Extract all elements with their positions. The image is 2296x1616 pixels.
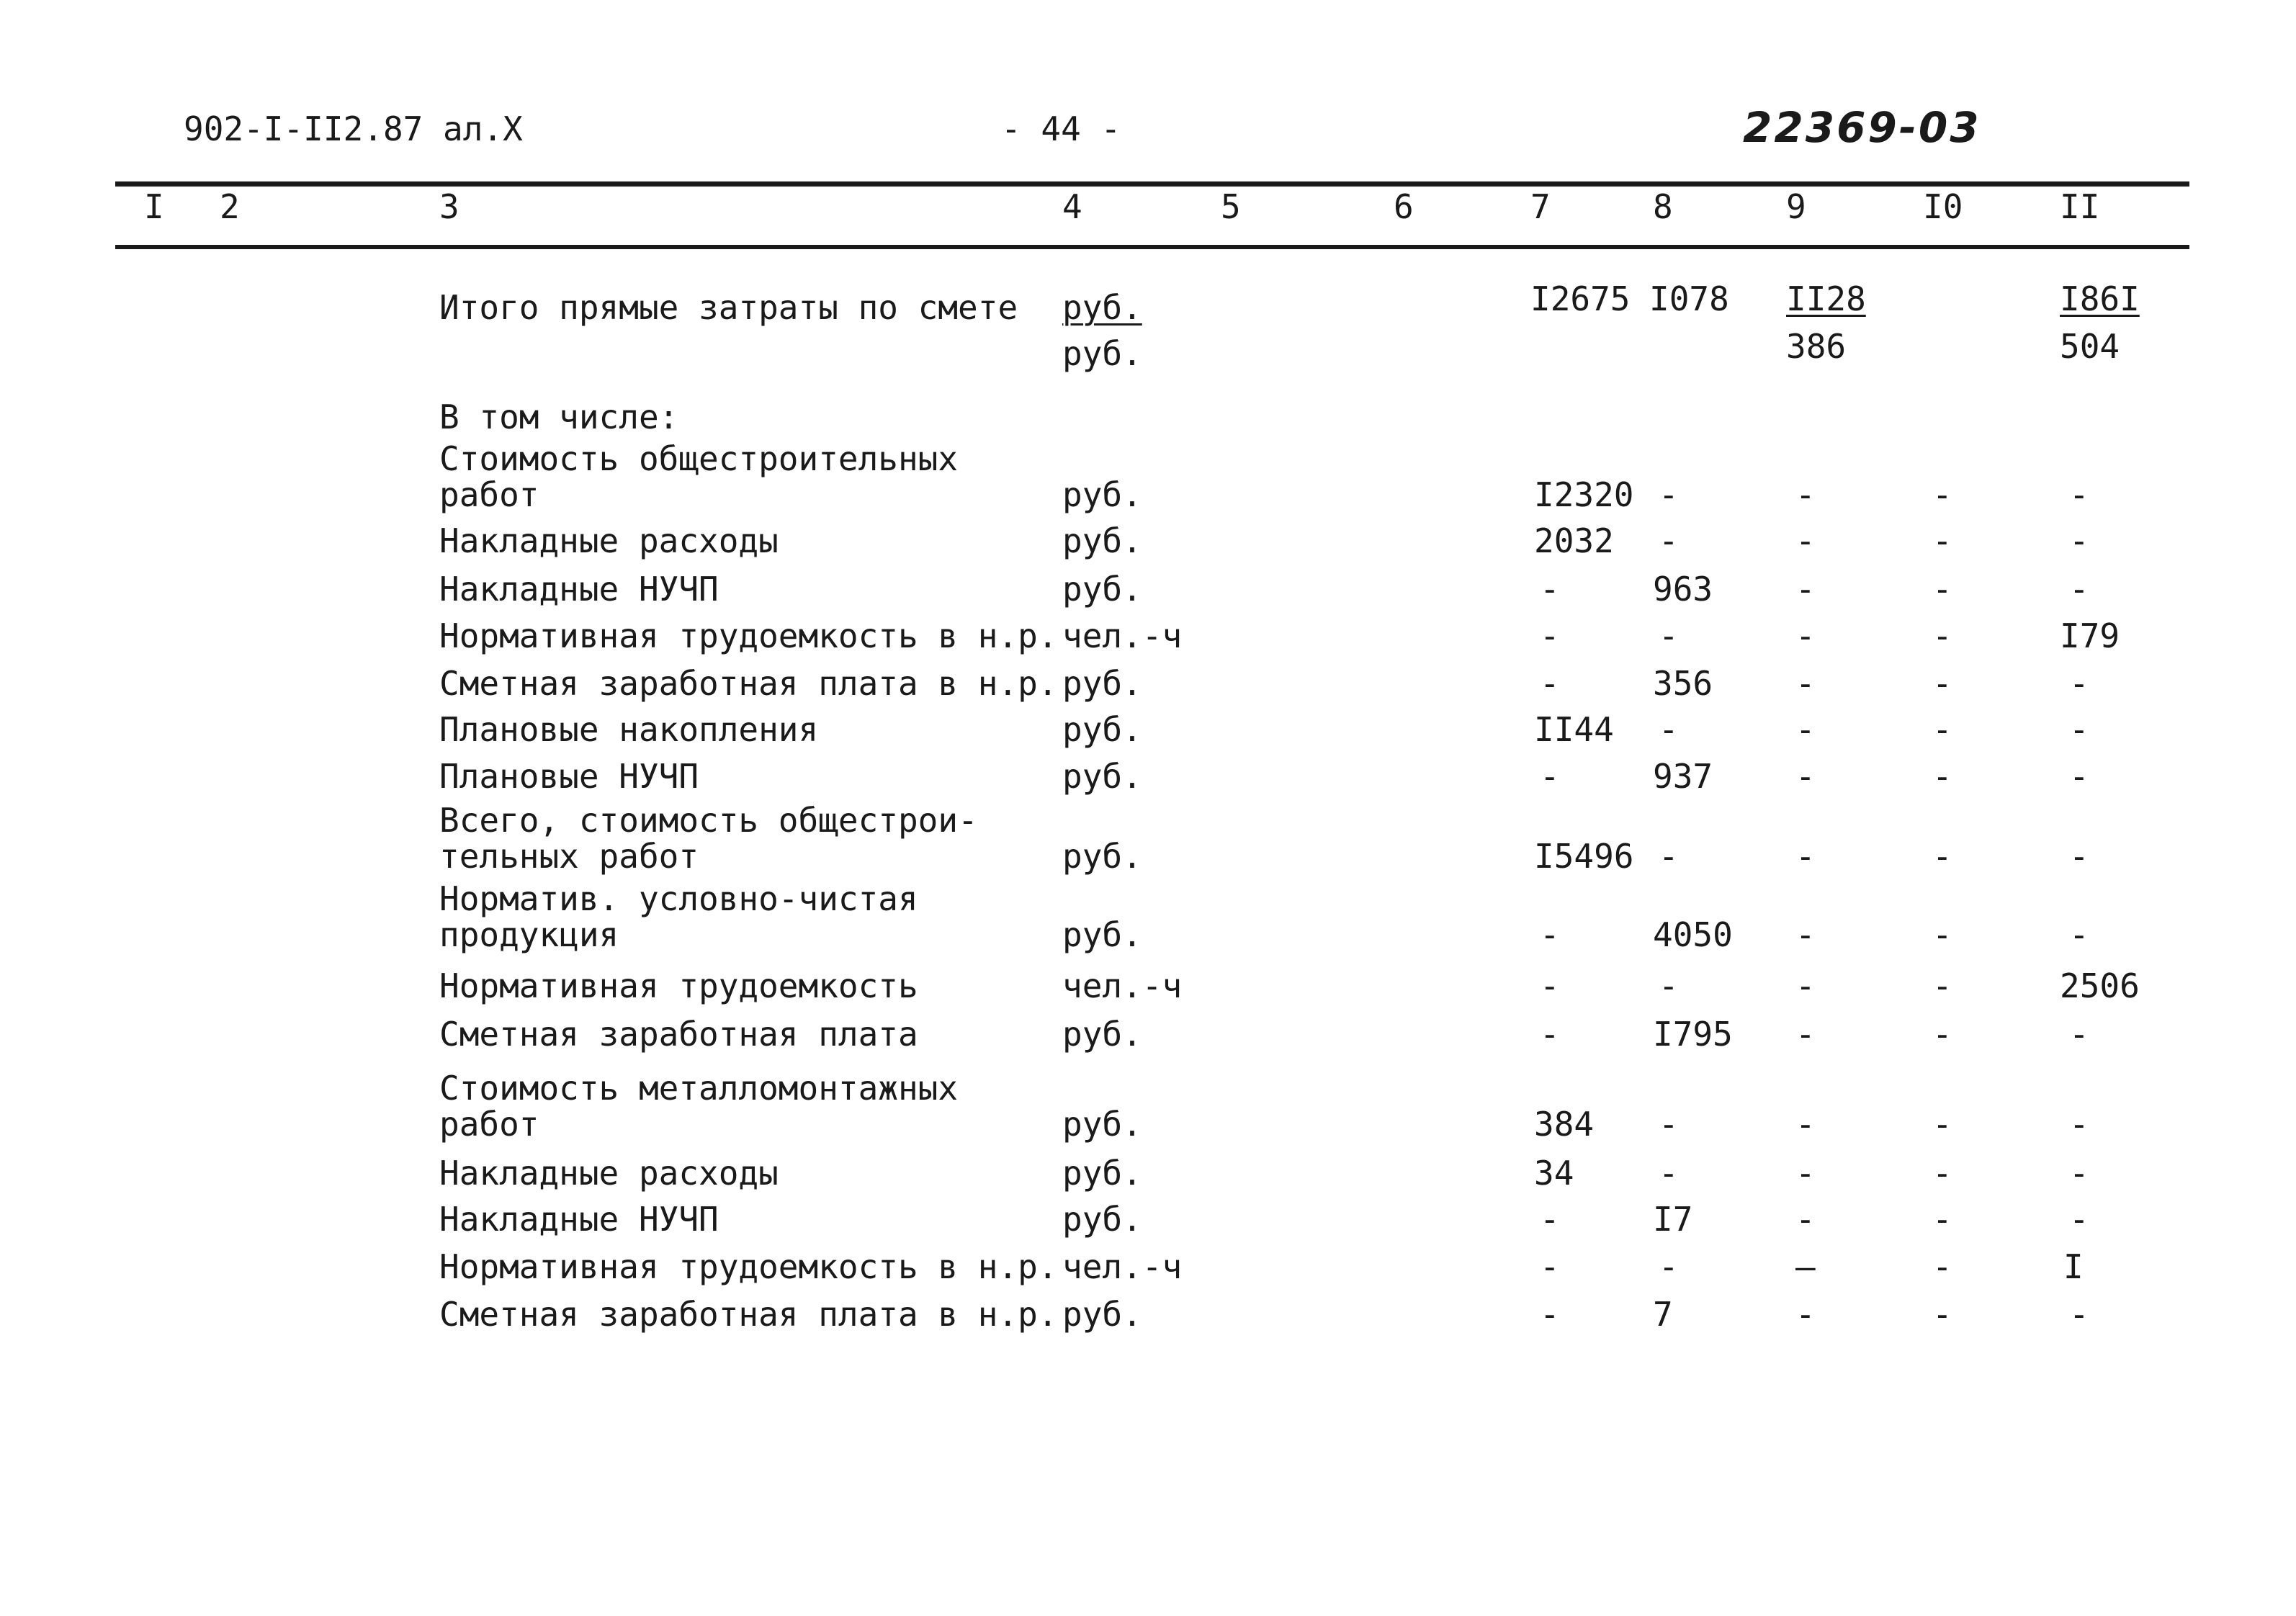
row-c11-dash: - xyxy=(2069,664,2089,703)
row-c10-dash: - xyxy=(1932,966,1952,1005)
row-c8-dash: - xyxy=(1659,1105,1679,1144)
column-number-5: 5 xyxy=(1221,187,1241,226)
row-c10-dash: - xyxy=(1932,475,1952,514)
row-c11-dash: - xyxy=(2069,837,2089,876)
row-c9-dash: - xyxy=(1795,521,1816,560)
row-c7-dash: - xyxy=(1540,1247,1560,1286)
row-c11-dash: - xyxy=(2069,1200,2089,1239)
row-c10-dash: - xyxy=(1932,757,1952,796)
column-number-10: I0 xyxy=(1923,187,1963,226)
row-c8-value: 937 xyxy=(1653,757,1713,796)
row-label: тельных работ xyxy=(439,837,699,876)
row-c11-dash: - xyxy=(2069,1015,2089,1054)
row-label: Накладные расходы xyxy=(439,1154,779,1193)
row-c11-dash: - xyxy=(2069,710,2089,749)
row-c8-value: 963 xyxy=(1653,570,1713,609)
row-label: Сметная заработная плата в н.р. xyxy=(439,664,1058,703)
totals-col9-top: II28 xyxy=(1786,279,1866,318)
row-label: Накладные НУЧП xyxy=(439,570,719,609)
row-c9-dash: - xyxy=(1795,966,1816,1005)
row-c7-dash: - xyxy=(1540,1200,1560,1239)
row-c7-dash: - xyxy=(1540,757,1560,796)
row-unit: чел.-ч xyxy=(1062,1247,1183,1286)
row-c11-dash: - xyxy=(2069,475,2089,514)
row-c10-dash: - xyxy=(1932,616,1952,655)
column-number-11: II xyxy=(2060,187,2100,226)
row-c8-dash: - xyxy=(1659,1247,1679,1286)
row-c10-dash: - xyxy=(1932,710,1952,749)
row-c9-dash: - xyxy=(1795,915,1816,954)
row-label: Накладные расходы xyxy=(439,521,779,560)
document-code-right: 22369-03 xyxy=(1743,103,1981,152)
row-unit: руб. xyxy=(1062,1200,1142,1239)
row-c10-dash: - xyxy=(1932,570,1952,609)
row-label: Норматив. условно-чистая xyxy=(439,879,918,918)
column-number-3: 3 xyxy=(439,187,459,226)
row-label: продукция xyxy=(439,915,619,954)
row-c7-dash: - xyxy=(1540,570,1560,609)
totals-col7: I2675 xyxy=(1530,279,1631,318)
table-top-rule xyxy=(115,181,2189,187)
row-c9-dash: - xyxy=(1795,837,1816,876)
row-unit: руб. xyxy=(1062,521,1142,560)
row-label: Нормативная трудоемкость в н.р. xyxy=(439,1247,1058,1286)
row-c11-dash: - xyxy=(2069,1105,2089,1144)
row-c7-value: 384 xyxy=(1534,1105,1595,1144)
document-code-left: 902-I-II2.87 ал.X xyxy=(184,109,523,148)
row-c7-value: I2320 xyxy=(1534,475,1634,514)
row-c11-dash: - xyxy=(2069,521,2089,560)
column-number-9: 9 xyxy=(1786,187,1806,226)
page-number: - 44 - xyxy=(1001,109,1121,148)
row-c8-value: 7 xyxy=(1653,1295,1673,1334)
row-c10-dash: - xyxy=(1932,1154,1952,1193)
row-unit: руб. xyxy=(1062,1105,1142,1144)
row-c10-dash: - xyxy=(1932,1295,1952,1334)
totals-col11-top: I86I xyxy=(2060,279,2140,318)
row-unit: руб. xyxy=(1062,664,1142,703)
row-c8-dash: - xyxy=(1659,475,1679,514)
row-c10-dash: - xyxy=(1932,664,1952,703)
row-c8-dash: - xyxy=(1659,521,1679,560)
row-label: Сметная заработная плата в н.р. xyxy=(439,1295,1058,1334)
row-c10-dash: - xyxy=(1932,1247,1952,1286)
row-unit: руб. xyxy=(1062,570,1142,609)
row-c11-dash: - xyxy=(2069,915,2089,954)
row-c11-dash: - xyxy=(2069,1154,2089,1193)
row-c8-dash: - xyxy=(1659,616,1679,655)
row-c7-dash: - xyxy=(1540,1295,1560,1334)
row-label: Стоимость металломонтажных xyxy=(439,1069,959,1108)
table-header-rule xyxy=(115,245,2189,249)
row-c8-dash: - xyxy=(1659,1154,1679,1193)
column-number-2: 2 xyxy=(220,187,240,226)
row-c11-value: I xyxy=(2063,1247,2084,1286)
totals-label: Итого прямые затраты по смете xyxy=(439,288,1018,327)
row-label: Плановые НУЧП xyxy=(439,757,699,796)
row-unit: чел.-ч xyxy=(1062,966,1183,1005)
row-c10-dash: - xyxy=(1932,915,1952,954)
row-c9-dash: - xyxy=(1795,616,1816,655)
row-unit: руб. xyxy=(1062,1154,1142,1193)
row-label: Нормативная трудоемкость xyxy=(439,966,918,1005)
totals-col8: I078 xyxy=(1649,279,1729,318)
row-label: работ xyxy=(439,475,539,514)
row-c11-dash: - xyxy=(2069,1295,2089,1334)
row-c8-value: 356 xyxy=(1653,664,1713,703)
row-label: работ xyxy=(439,1105,539,1144)
including-heading: В том числе: xyxy=(439,398,679,436)
column-number-8: 8 xyxy=(1653,187,1673,226)
column-number-6: 6 xyxy=(1394,187,1414,226)
row-c9-dash: - xyxy=(1795,664,1816,703)
totals-unit-bottom: руб. xyxy=(1062,334,1142,373)
row-c10-dash: - xyxy=(1932,521,1952,560)
row-c7-dash: - xyxy=(1540,616,1560,655)
row-c8-value: 4050 xyxy=(1653,915,1733,954)
row-label: Всего, стоимость общестрои- xyxy=(439,801,978,840)
row-c9-dash: - xyxy=(1795,475,1816,514)
row-c9-dash: - xyxy=(1795,1154,1816,1193)
row-c8-dash: - xyxy=(1659,966,1679,1005)
row-unit: руб. xyxy=(1062,475,1142,514)
row-unit: руб. xyxy=(1062,1295,1142,1334)
row-c7-dash: - xyxy=(1540,1015,1560,1054)
row-unit: руб. xyxy=(1062,710,1142,749)
row-unit: руб. xyxy=(1062,837,1142,876)
row-label: Нормативная трудоемкость в н.р. xyxy=(439,616,1058,655)
row-c9-dash: - xyxy=(1795,757,1816,796)
row-c7-dash: - xyxy=(1540,966,1560,1005)
row-c8-value: I7 xyxy=(1653,1200,1693,1239)
row-c10-dash: - xyxy=(1932,1200,1952,1239)
row-unit: руб. xyxy=(1062,915,1142,954)
row-c9-dash: — xyxy=(1795,1247,1816,1286)
row-c7-value: II44 xyxy=(1534,710,1614,749)
row-c9-dash: - xyxy=(1795,1200,1816,1239)
row-c9-dash: - xyxy=(1795,570,1816,609)
row-c10-dash: - xyxy=(1932,1105,1952,1144)
row-c9-dash: - xyxy=(1795,1015,1816,1054)
row-c11-dash: - xyxy=(2069,757,2089,796)
column-number-7: 7 xyxy=(1530,187,1551,226)
row-c7-dash: - xyxy=(1540,915,1560,954)
row-c7-value: 34 xyxy=(1534,1154,1574,1193)
row-c9-dash: - xyxy=(1795,710,1816,749)
row-c10-dash: - xyxy=(1932,837,1952,876)
totals-col11-bottom: 504 xyxy=(2060,327,2120,366)
row-c11-value: 2506 xyxy=(2060,966,2140,1005)
row-c9-dash: - xyxy=(1795,1105,1816,1144)
row-c10-dash: - xyxy=(1932,1015,1952,1054)
row-c8-dash: - xyxy=(1659,837,1679,876)
column-number-4: 4 xyxy=(1062,187,1082,226)
row-c9-dash: - xyxy=(1795,1295,1816,1334)
row-unit: чел.-ч xyxy=(1062,616,1183,655)
row-label: Плановые накопления xyxy=(439,710,819,749)
row-c8-value: I795 xyxy=(1653,1015,1733,1054)
row-c11-value: I79 xyxy=(2060,616,2120,655)
row-label: Стоимость общестроительных xyxy=(439,439,959,478)
totals-unit-top: руб. xyxy=(1062,288,1142,327)
row-label: Сметная заработная плата xyxy=(439,1015,918,1054)
row-c7-dash: - xyxy=(1540,664,1560,703)
row-c7-value: 2032 xyxy=(1534,521,1614,560)
row-c7-value: I5496 xyxy=(1534,837,1634,876)
row-c8-dash: - xyxy=(1659,710,1679,749)
column-number-1: I xyxy=(144,187,164,226)
row-unit: руб. xyxy=(1062,1015,1142,1054)
row-unit: руб. xyxy=(1062,757,1142,796)
row-label: Накладные НУЧП xyxy=(439,1200,719,1239)
row-c11-dash: - xyxy=(2069,570,2089,609)
totals-col9-bottom: 386 xyxy=(1786,327,1847,366)
